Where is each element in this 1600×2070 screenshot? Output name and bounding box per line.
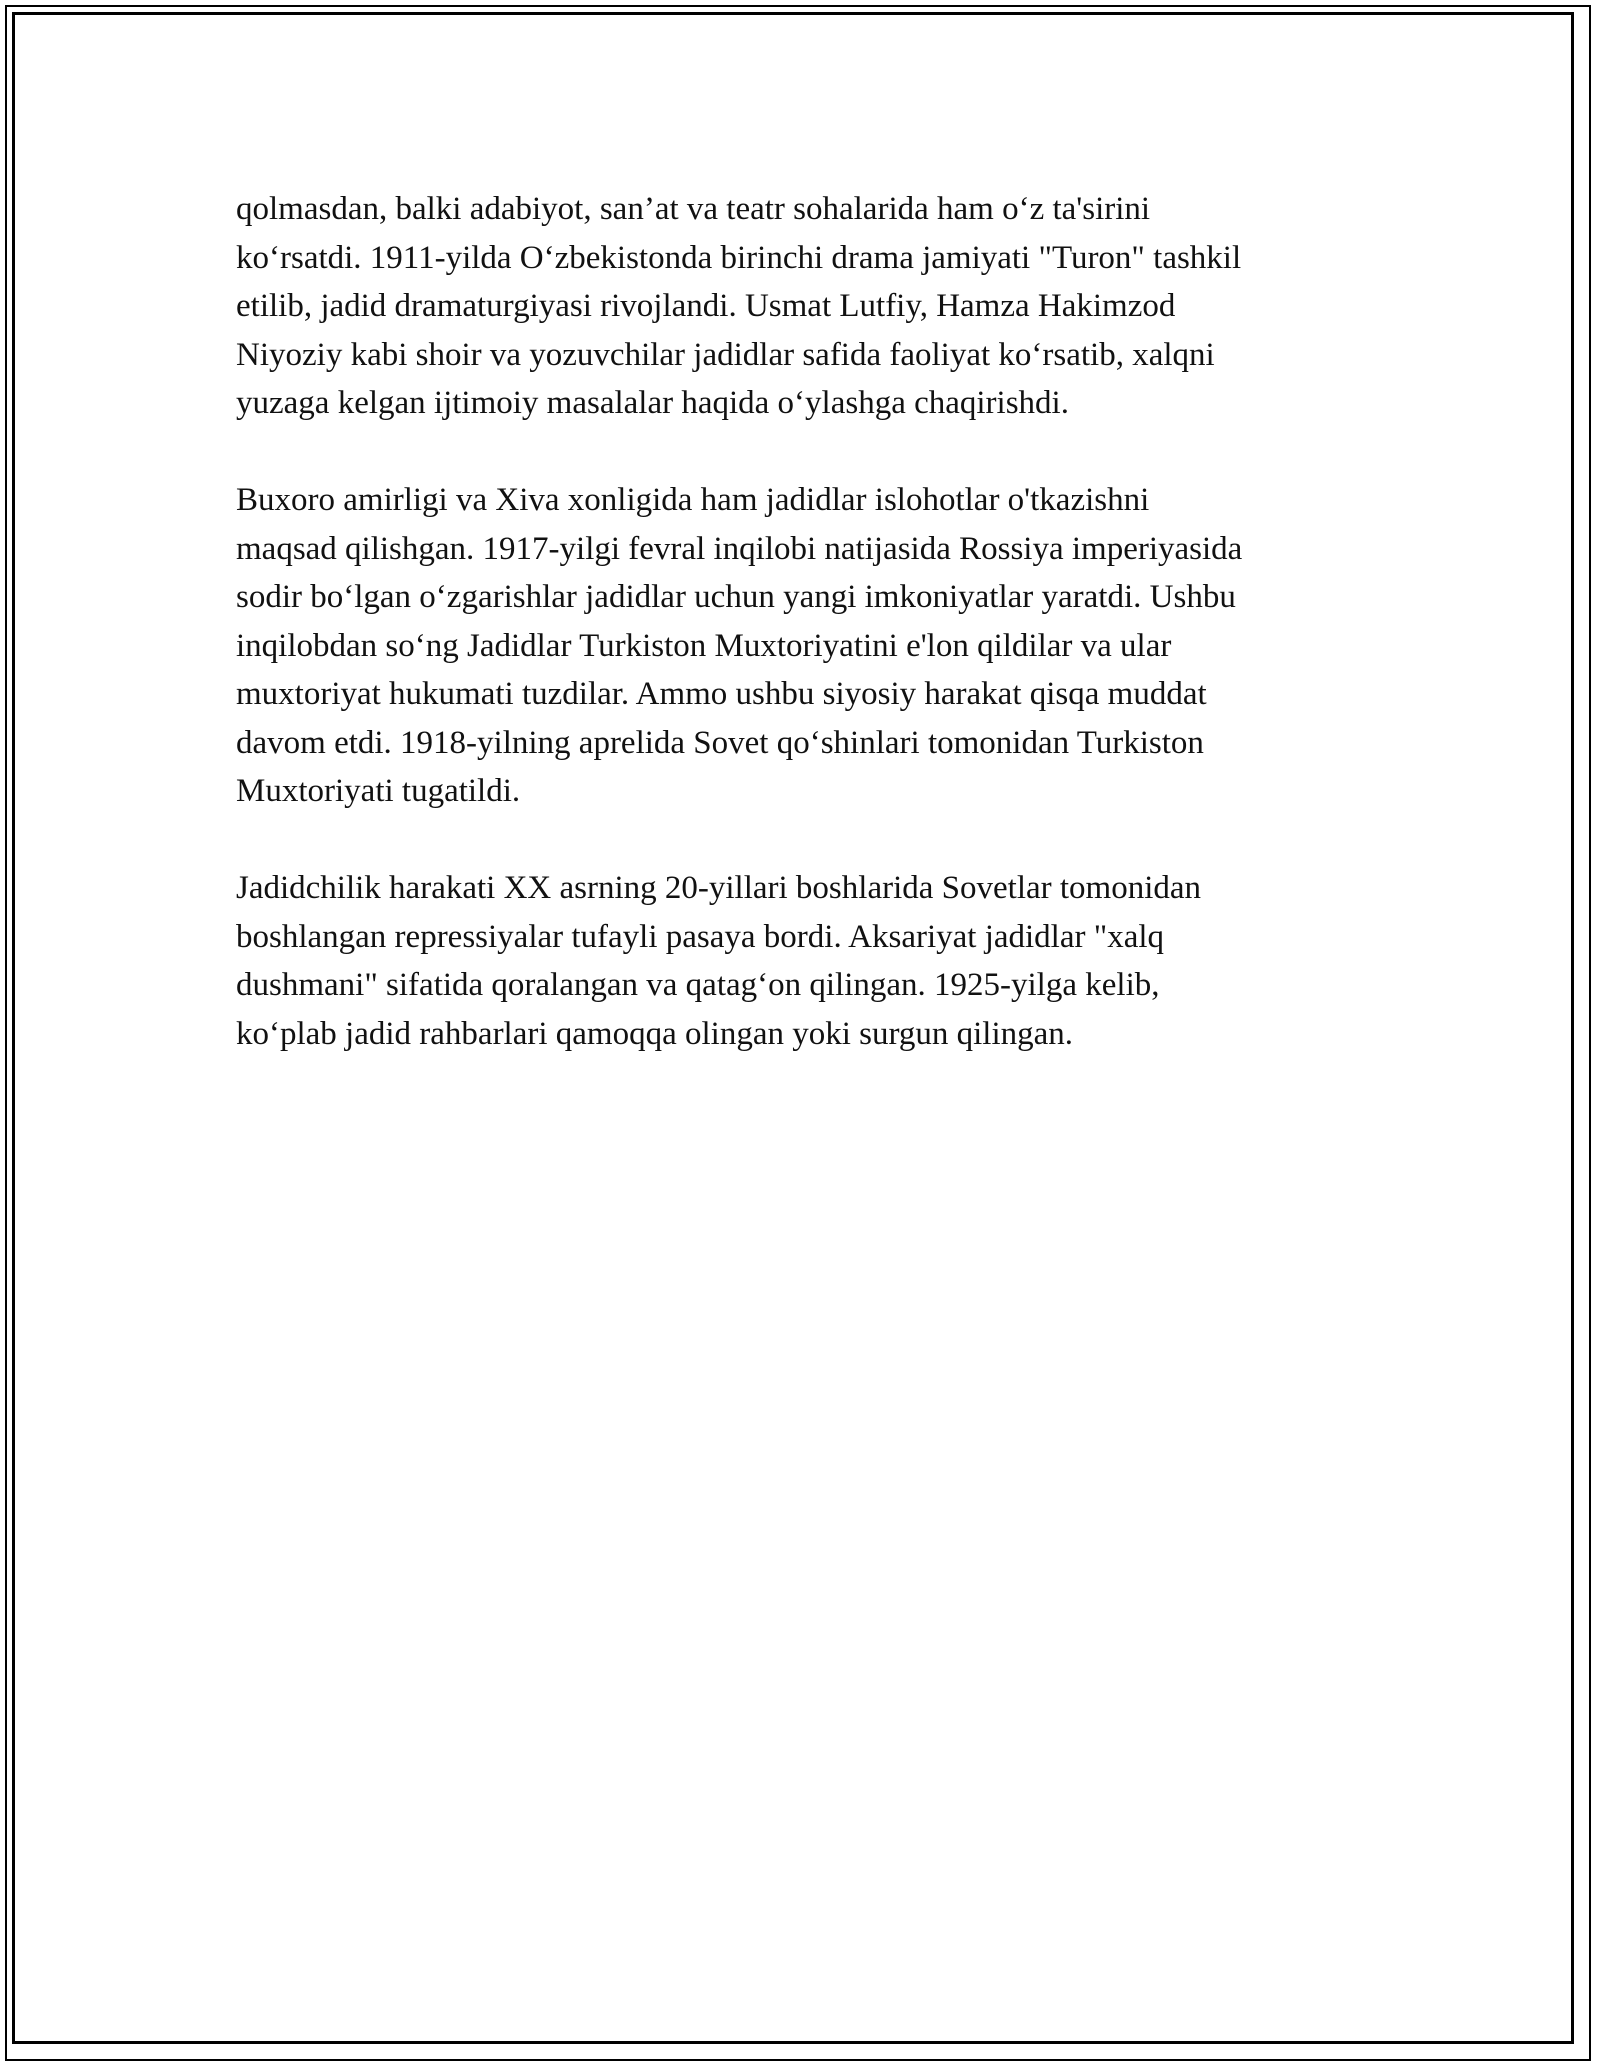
paragraph-1 bbox=[236, 185, 1366, 428]
text-line: sodir bo‘lgan o‘zgarishlar jadidlar uchun yangi imkoniyatlar yaratdi. Ushbu bbox=[236, 579, 1236, 615]
paragraph-3 bbox=[236, 864, 1366, 1058]
text-line: dushmani" sifatida qoralangan va qatag‘on qilingan. 1925-yilga kelib, bbox=[236, 967, 1160, 1003]
text-line: ko‘plab jadid rahbarlari qamoqqa olingan yoki surgun qilingan. bbox=[236, 1015, 1074, 1052]
text-line: davom etdi. 1918-yilning aprelida Sovet qo‘shinlari tomonidan Turkiston bbox=[236, 724, 1204, 761]
text-line: ko‘rsatdi. 1911-yilda O‘zbekistonda birinchi drama jamiyati "Turon" tashkil bbox=[236, 239, 1242, 276]
text-line: yuzaga kelgan ijtimoiy masalalar haqida o‘ylashga chaqirishdi. bbox=[236, 385, 1069, 421]
paragraph-2 bbox=[236, 476, 1366, 816]
text-line: etilib, jadid dramaturgiyasi rivojlandi. Usmat Lutfiy, Hamza Hakimzod bbox=[236, 288, 1176, 324]
text-line: maqsad qilishgan. 1917-yilgi fevral inqilobi natijasida Rossiya imperiyasida bbox=[236, 530, 1243, 567]
text-line: Jadidchilik harakati XX asrning 20-yillari boshlarida Sovetlar tomonidan bbox=[236, 870, 1202, 906]
text-line: inqilobdan so‘ng Jadidlar Turkiston Muxtoriyatini e'lon qildilar va ular bbox=[236, 627, 1172, 664]
document-body bbox=[236, 185, 1366, 1107]
text-line: Muxtoriyati tugatildi. bbox=[236, 773, 521, 809]
text-line: boshlangan repressiyalar tufayli pasaya bordi. Aksariyat jadidlar "xalq bbox=[236, 918, 1165, 955]
text-line: Buxoro amirligi va Xiva xonligida ham jadidlar islohotlar o'tkazishni bbox=[236, 482, 1150, 518]
text-line: Niyoziy kabi shoir va yozuvchilar jadidlar safida faoliyat ko‘rsatib, xalqni bbox=[236, 336, 1215, 373]
text-line: qolmasdan, balki adabiyot, san’at va teatr sohalarida ham o‘z ta'sirini bbox=[236, 191, 1151, 227]
text-line: muxtoriyat hukumati tuzdilar. Ammo ushbu siyosiy harakat qisqa muddat bbox=[236, 676, 1207, 712]
